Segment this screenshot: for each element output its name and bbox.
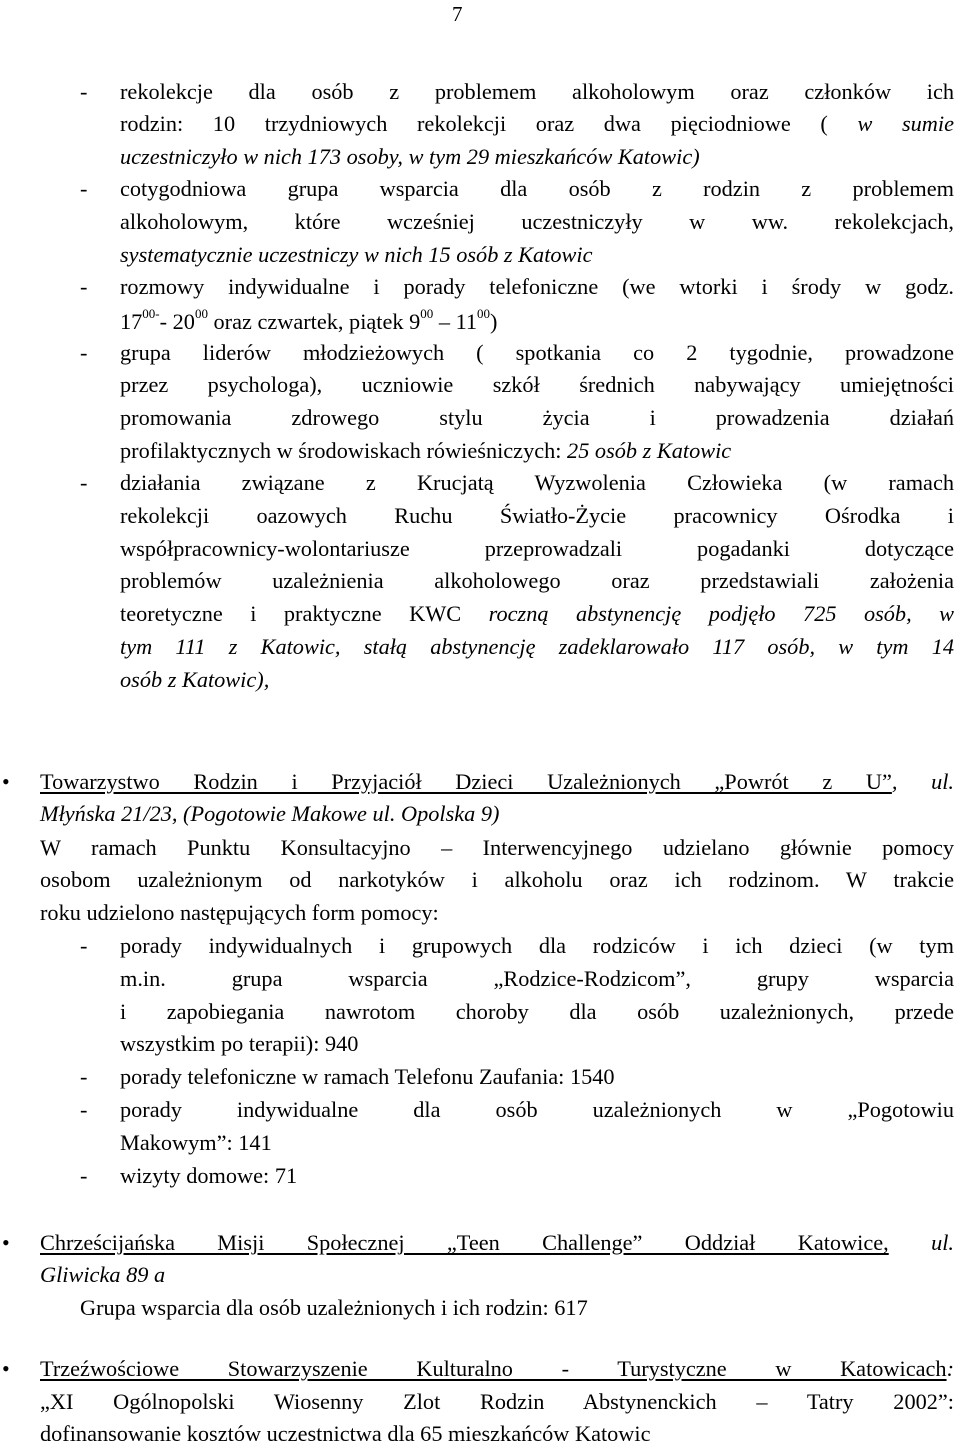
- text-segment: rekolekcji oazowych Ruchu Światło-Życie pracownicy Ośrodka i: [120, 503, 954, 528]
- paragraph-line: roku udzielono następujących form pomocy:: [40, 900, 439, 925]
- address-text: Młyńska 21/23, (Pogotowie Makowe ul. Opolska 9): [40, 801, 500, 826]
- paragraph-line: osobom uzależnionym od narkotyków i alkoholu oraz ich rodzinom. W trakcie: [40, 867, 954, 892]
- org-address: [40, 800, 499, 828]
- heading-underlined: Trzeźwościowe Stowarzyszenie Kulturalno - Turystyczne w Katowicach: [40, 1356, 947, 1381]
- text-line: [120, 666, 954, 694]
- list-line: porady telefoniczne w ramach Telefonu Zaufania: 1540: [120, 1064, 615, 1089]
- text-segment: problemów uzależnienia alkoholowego oraz przedstawiali założenia: [120, 568, 954, 593]
- italic-segment: osób z Katowic),: [120, 667, 270, 692]
- text-line: [120, 241, 954, 269]
- text-segment: przez psychologa), uczniowie szkół średnich nabywający umiejętności: [120, 372, 954, 397]
- list-dash: -: [80, 1163, 88, 1188]
- text-segment: rekolekcje dla osób z problemem alkoholowym oraz członków ich: [120, 79, 954, 104]
- text-segment: teoretyczne i praktyczne KWC: [120, 601, 489, 626]
- text-segment: ): [490, 309, 498, 334]
- text-line: [120, 208, 954, 236]
- text-line: [120, 371, 954, 399]
- page-number: 7: [452, 2, 463, 26]
- superscript: 00: [420, 306, 434, 321]
- list-line: wizyty domowe: 71: [120, 1163, 298, 1188]
- paragraph-line: W ramach Punktu Konsultacyjno – Interwencyjnego udzielano głównie pomocy: [40, 835, 954, 860]
- italic-segment: roczną abstynencję podjęło 725 osób, w: [488, 601, 954, 626]
- superscript: 00: [477, 306, 491, 321]
- list-dash: -: [80, 1064, 88, 1089]
- list-dash: -: [80, 1097, 88, 1122]
- list-dash: -: [80, 176, 88, 201]
- text-line: [120, 143, 954, 171]
- bullet-icon: •: [2, 1356, 10, 1381]
- hours-line: [120, 308, 497, 336]
- text-segment: grupa liderów młodzieżowych ( spotkania co 2 tygodnie, prowadzone: [120, 340, 954, 365]
- text-line: rozmowy indywidualne i porady telefoniczne (we wtorki i środy w godz.: [120, 274, 954, 299]
- text-segment: promowania zdrowego stylu życia i prowadzenia działań: [120, 405, 954, 430]
- org-text: Grupa wsparcia dla osób uzależnionych i ich rodzin: 617: [80, 1295, 588, 1320]
- italic-segment: systematycznie uczestniczy w nich 15 osób z Katowic: [120, 242, 593, 267]
- italic-segment: w sumie: [857, 111, 954, 136]
- bullet-icon: •: [2, 1230, 10, 1255]
- list-dash: -: [80, 274, 88, 299]
- text-segment: alkoholowym, które wcześniej uczestniczyły w ww. rekolekcjach,: [120, 209, 954, 234]
- italic-segment: tym 111 z Katowic, stałą abstynencję zadeklarowało 117 osób, w tym 14: [120, 634, 954, 659]
- text-line: [120, 567, 954, 595]
- org-text: „XI Ogólnopolski Wiosenny Zlot Rodzin Abstynenckich – Tatry 2002”:: [40, 1389, 954, 1414]
- text-line: [120, 600, 954, 628]
- superscript: 00-: [142, 306, 160, 321]
- org-heading-teen-challenge: [40, 1229, 954, 1257]
- text-segment: oraz czwartek, piątek 9: [207, 309, 421, 334]
- address-text: Gliwicka 89 a: [40, 1262, 166, 1287]
- list-dash: -: [80, 470, 88, 495]
- text-line: [120, 633, 954, 661]
- heading-rest: , ul.: [891, 769, 954, 794]
- list-line: Makowym”: 141: [120, 1130, 272, 1155]
- text-segment: współpracownicy-wolontariusze przeprowadzali pogadanki dotyczące: [120, 536, 954, 561]
- list-dash: -: [80, 933, 88, 958]
- text-segment: rodzin: 10 trzydniowych rekolekcji oraz dwa pięciodniowe (: [120, 111, 828, 136]
- heading-underlined: Towarzystwo Rodzin i Przyjaciół Dzieci Uzależnionych „Powrót z U”: [40, 769, 892, 794]
- text-line: [120, 110, 954, 138]
- superscript: 00: [194, 306, 208, 321]
- text-line: [120, 437, 954, 465]
- text-segment: – 11: [433, 309, 478, 334]
- text-segment: profilaktycznych w środowiskach rówieśniczych:: [120, 438, 568, 463]
- bullet-icon: •: [2, 769, 10, 794]
- list-line: m.in. grupa wsparcia „Rodzice-Rodzicom”, grupy wsparcia: [120, 966, 954, 991]
- text-line: [120, 339, 954, 367]
- text-line: [120, 78, 954, 106]
- text-segment: - 20: [159, 309, 195, 334]
- text-line: [120, 535, 954, 563]
- italic-segment: uczestniczyło w nich 173 osoby, w tym 29 mieszkańców Katowic): [120, 144, 700, 169]
- heading-rest: :: [946, 1356, 954, 1381]
- list-line: wszystkim po terapii): 940: [120, 1031, 359, 1056]
- italic-segment: 25 osób z Katowic: [567, 438, 732, 463]
- list-line: i zapobiegania nawrotom choroby dla osób uzależnionych, przede: [120, 999, 954, 1024]
- text-line: [120, 175, 954, 203]
- heading-rest: ul.: [888, 1230, 954, 1255]
- heading-underlined: Chrześcijańska Misji Społecznej „Teen Challenge” Oddział Katowice,: [40, 1230, 889, 1255]
- text-segment: 17: [120, 309, 143, 334]
- org-text: dofinansowanie kosztów uczestnictwa dla 65 mieszkańców Katowic: [40, 1421, 651, 1446]
- list-line: porady indywidualne dla osób uzależnionych w „Pogotowiu: [120, 1097, 954, 1122]
- text-line: [120, 404, 954, 432]
- text-segment: cotygodniowa grupa wsparcia dla osób z rodzin z problemem: [120, 176, 954, 201]
- text-segment: działania związane z Krucjatą Wyzwolenia Człowieka (w ramach: [120, 470, 954, 495]
- org-address: [40, 1261, 165, 1289]
- org-heading-trzezwosciowe: [40, 1355, 954, 1383]
- text-line: [120, 502, 954, 530]
- list-dash: -: [80, 340, 88, 365]
- org-heading-powrot: [40, 768, 954, 796]
- list-dash: -: [80, 79, 88, 104]
- list-line: porady indywidualnych i grupowych dla rodziców i ich dzieci (w tym: [120, 933, 954, 958]
- text-line: [120, 469, 954, 497]
